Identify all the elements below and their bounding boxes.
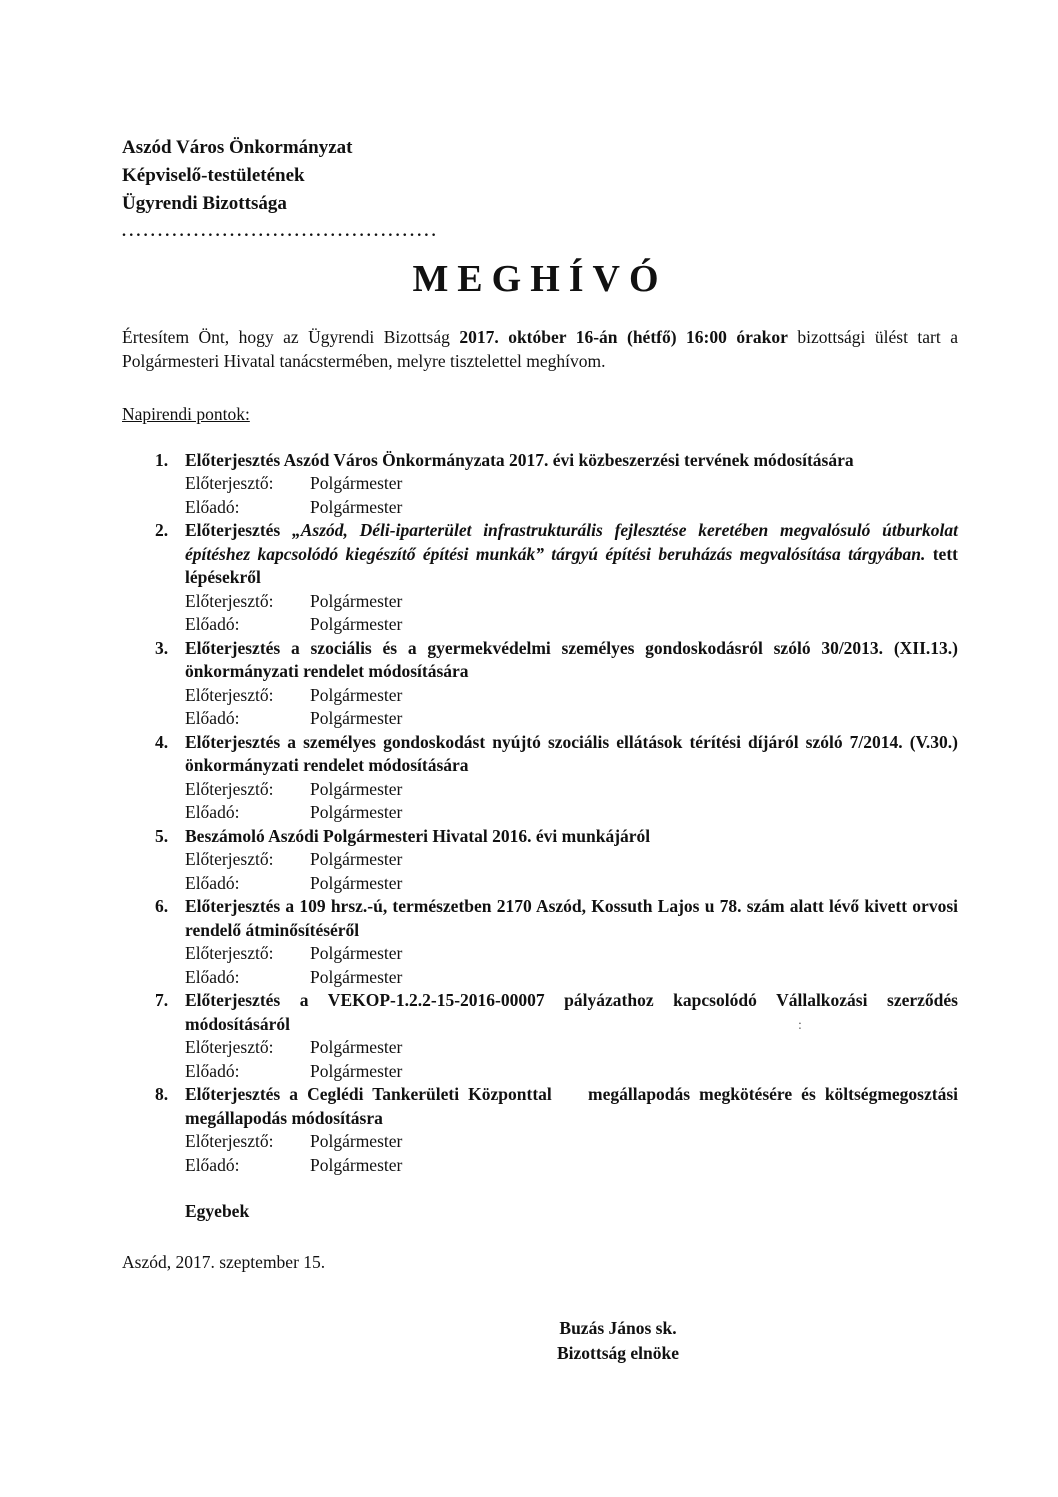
scan-artifact: : [798, 1018, 802, 1033]
intro-paragraph [122, 326, 958, 373]
speaker-row [185, 707, 958, 731]
item-number: 1. [155, 449, 169, 470]
agenda-item-3 [122, 637, 958, 731]
item-title-italic: „Aszód, Déli-iparterület infrastrukturális fejlesztése keretében megvalósuló útburkolat építéshez kapcsolódó kiegészítő építési munkák” tárgyú építési beruházás megvalósítása tárgyában. [185, 520, 958, 564]
speaker-row [185, 613, 958, 637]
item-title [185, 1083, 958, 1130]
item-title-text: Beszámoló Aszódi Polgármesteri Hivatal 2016. évi munkájáról [185, 825, 651, 846]
speaker-row [185, 801, 958, 825]
speaker-value: Polgármester [310, 614, 403, 634]
letterhead [122, 134, 958, 218]
letterhead-line-2: Képviselő-testületének [122, 165, 305, 186]
item-title-tail: tett lépésekről [185, 543, 958, 587]
item-number: 2. [155, 520, 169, 540]
intro-datetime: 2017. október 16-án (hétfő) 16:00 órakor [459, 327, 788, 347]
item-title-text: Előterjesztés Aszód Város Önkormányzata 2017. évi közbeszerzési tervének módosítására [185, 449, 854, 470]
presenter-value: Polgármester [310, 473, 403, 493]
agenda-item-1 [122, 449, 958, 520]
letterhead-line-1: Aszód Város Önkormányzat [122, 137, 353, 158]
presenter-row [185, 778, 958, 802]
presenter-label: Előterjesztő: [185, 1037, 274, 1057]
presenter-row [185, 590, 958, 614]
speaker-row [185, 1154, 958, 1178]
item-title [185, 519, 958, 590]
item-number: 7. [155, 990, 169, 1010]
speaker-row [185, 1060, 958, 1084]
item-title-text: Előterjesztés a VEKOP-1.2.2-15-2016-00007 pályázathoz kapcsolódó Vállalkozási szerződés módosításáról [185, 990, 958, 1034]
speaker-value: Polgármester [310, 802, 403, 822]
item-title-text: Előterjesztés a szociális és a gyermekvédelmi személyes gondoskodásról szóló 30/2013. (XII.13.) önkormányzati rendelet módosítására [185, 637, 958, 681]
presenter-row [185, 472, 958, 496]
speaker-row [185, 872, 958, 896]
item-title-text: Előterjesztés a Ceglédi Tankerületi Központtal megállapodás megkötésére és költségmegosztási megállapodás módosításra [185, 1084, 958, 1128]
agenda-item-4 [122, 731, 958, 825]
presenter-label: Előterjesztő: [185, 684, 274, 705]
presenter-value: Polgármester [310, 778, 403, 799]
presenter-label: Előterjesztő: [185, 590, 274, 611]
intro-text-pre: Értesítem Önt, hogy az Ügyrendi Bizottság [122, 327, 460, 347]
presenter-value: Polgármester [310, 849, 403, 869]
agenda-list [122, 449, 958, 1178]
speaker-row [185, 966, 958, 990]
item-number: 8. [155, 1084, 169, 1104]
presenter-label: Előterjesztő: [185, 778, 274, 799]
item-number: 4. [155, 731, 169, 752]
speaker-value: Polgármester [310, 872, 403, 893]
agenda-heading-text: Napirendi pontok: [122, 404, 250, 424]
agenda-item-5 [122, 825, 958, 896]
presenter-label: Előterjesztő: [185, 473, 274, 493]
agenda-heading [122, 403, 958, 427]
speaker-label: Előadó: [185, 1154, 240, 1175]
presenter-row [185, 1036, 958, 1060]
item-number: 6. [155, 896, 169, 916]
item-title [185, 989, 958, 1036]
presenter-row [185, 1130, 958, 1154]
presenter-value: Polgármester [310, 590, 403, 611]
item-title [185, 449, 958, 473]
presenter-row [185, 684, 958, 708]
presenter-label: Előterjesztő: [185, 943, 274, 963]
item-title-text: Előterjesztés a személyes gondoskodást nyújtó szociális ellátások térítési díjáról szóló 7/2014. (V.30.) önkormányzati rendelet módosítására [185, 731, 958, 775]
speaker-value: Polgármester [310, 1060, 403, 1081]
speaker-label: Előadó: [185, 708, 240, 728]
presenter-value: Polgármester [310, 1037, 403, 1057]
presenter-value: Polgármester [310, 1131, 403, 1151]
presenter-value: Polgármester [310, 684, 403, 705]
speaker-value: Polgármester [310, 496, 403, 517]
other-business: Egyebek [185, 1201, 250, 1221]
item-title-text: Előterjesztés a 109 hrsz.-ú, természetben 2170 Aszód, Kossuth Lajos u 78. szám alatt lévő kivett orvosi rendelő átminősítéséről [185, 896, 958, 940]
agenda-item-6 [122, 895, 958, 989]
agenda-item-8 [122, 1083, 958, 1177]
item-number: 3. [155, 637, 169, 658]
item-title [185, 825, 958, 849]
presenter-row [185, 942, 958, 966]
speaker-label: Előadó: [185, 496, 240, 517]
item-title [185, 637, 958, 684]
intro-text-post: bizottsági ülést tart a Polgármesteri Hivatal tanácstermében, melyre tisztelettel meghívom. [122, 327, 958, 371]
presenter-label: Előterjesztő: [185, 849, 274, 869]
presenter-label: Előterjesztő: [185, 1131, 274, 1151]
speaker-label: Előadó: [185, 1060, 240, 1081]
speaker-row [185, 496, 958, 520]
speaker-label: Előadó: [185, 966, 240, 987]
speaker-value: Polgármester [310, 708, 403, 728]
signature-role: Bizottság elnöke [556, 1343, 679, 1363]
signature-name: Buzás János sk. [559, 1318, 677, 1338]
speaker-label: Előadó: [185, 614, 240, 634]
speaker-label: Előadó: [185, 872, 240, 893]
item-title-text: Előterjesztés [185, 520, 292, 540]
speaker-label: Előadó: [185, 802, 240, 822]
presenter-row [185, 848, 958, 872]
signature-block [522, 1316, 714, 1366]
date-line: Aszód, 2017. szeptember 15. [122, 1251, 326, 1272]
dotted-separator: ............................................ [122, 224, 439, 240]
item-title [185, 731, 958, 778]
document-title: MEGHÍVÓ [412, 258, 668, 300]
speaker-value: Polgármester [310, 966, 403, 987]
speaker-value: Polgármester [310, 1154, 403, 1175]
agenda-item-2 [122, 519, 958, 637]
letterhead-line-3: Ügyrendi Bizottsága [122, 193, 287, 214]
item-number: 5. [155, 825, 169, 846]
item-title [185, 895, 958, 942]
agenda-item-7 [122, 989, 958, 1083]
presenter-value: Polgármester [310, 943, 403, 963]
